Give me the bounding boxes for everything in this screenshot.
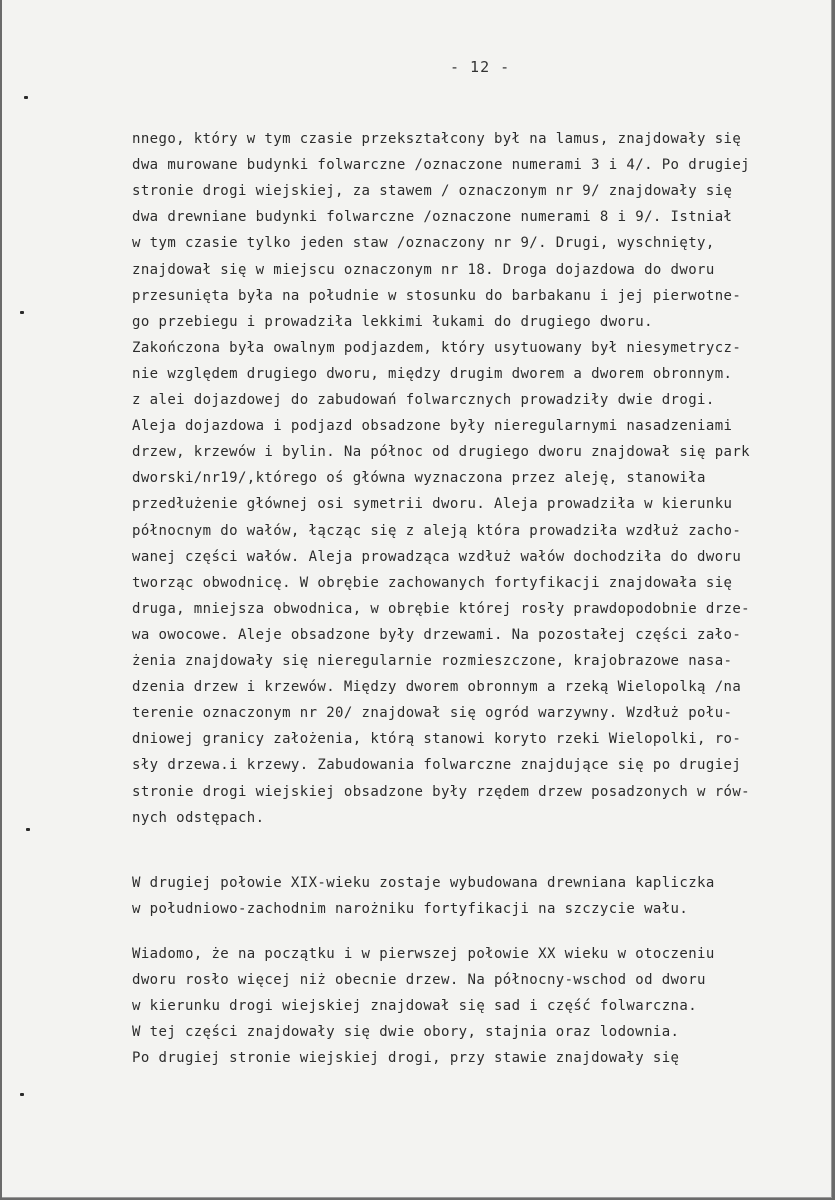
text-line: drzew, krzewów i bylin. Na północ od drugiego dworu znajdował się park [132, 444, 751, 461]
text-line: północnym do wałów, łącząc się z aleją która prowadziła wzdłuż zacho- [132, 522, 742, 539]
text-line: Zakończona była owalnym podjazdem, który usytuowany był niesymetrycz- [132, 339, 742, 356]
text-line: go przebiegu i prowadziła lekkimi łukami do drugiego dworu. [132, 313, 653, 330]
text-line: w południowo-zachodnim narożniku fortyfikacji na szczycie wału. [132, 901, 689, 918]
text-line: Po drugiej stronie wiejskiej drogi, przy stawie znajdowały się [132, 1050, 680, 1067]
text-line: w kierunku drogi wiejskiej znajdował się sad i część folwarczna. [132, 998, 698, 1015]
text-line: dniowej granicy założenia, którą stanowi koryto rzeki Wielopolki, ro- [132, 731, 742, 748]
text-line: dwa drewniane budynki folwarczne /oznaczone numerami 8 i 9/. Istniał [132, 209, 733, 226]
text-line: stronie drogi wiejskiej obsadzone były rzędem drzew posadzonych w rów- [132, 783, 751, 800]
text-line: W drugiej połowie XIX-wieku zostaje wybudowana drewniana kapliczka [132, 875, 715, 891]
text-line: przesunięta była na południe w stosunku do barbakanu i jej pierwotne- [132, 287, 742, 304]
text-line: stronie drogi wiejskiej, za stawem / oznaczonym nr 9/ znajdowały się [132, 183, 733, 200]
scan-mark [26, 828, 30, 831]
text-line: terenie oznaczonym nr 20/ znajdował się ogród warzywny. Wzdłuż połu- [132, 705, 733, 722]
text-line: z alei dojazdowej do zabudowań folwarcznych prowadziły dwie drogi. [132, 392, 715, 408]
text-line: nie względem drugiego dworu, między drugim dworem a dworem obronnym. [132, 365, 733, 382]
text-line: dworu rosło więcej niż obecnie drzew. Na północny-wschod od dworu [132, 972, 706, 989]
scan-mark [20, 1093, 24, 1096]
text-line: dwa murowane budynki folwarczne /oznaczone numerami 3 i 4/. Po drugiej [132, 157, 751, 174]
text-line: znajdował się w miejscu oznaczonym nr 18. Droga dojazdowa do dworu [132, 261, 715, 278]
text-line: Wiadomo, że na początku i w pierwszej połowie XX wieku w otoczeniu [132, 946, 715, 962]
text-line: przedłużenie głównej osi symetrii dworu. Aleja prowadziła w kierunku [132, 496, 733, 513]
scan-mark [24, 96, 28, 99]
text-line: tworząc obwodnicę. W obrębie zachowanych fortyfikacji znajdowała się [132, 574, 733, 591]
scan-mark [20, 311, 24, 314]
text-line: W tej części znajdowały się dwie obory, stajnia oraz lodownia. [132, 1024, 680, 1041]
text-line: Aleja dojazdowa i podjazd obsadzone były nieregularnymi nasadzeniami [132, 418, 733, 435]
text-line: wanej części wałów. Aleja prowadząca wzdłuż wałów dochodziła do dworu [132, 548, 742, 565]
text-line: w tym czasie tylko jeden staw /oznaczony nr 9/. Drugi, wyschnięty, [132, 235, 715, 252]
page-number: - 12 - [450, 58, 511, 76]
text-line: wa owocowe. Aleje obsadzone były drzewami. Na pozostałej części zało- [132, 626, 742, 643]
text-line: żenia znajdowały się nieregularnie rozmieszczone, krajobrazowe nasa- [132, 653, 733, 669]
text-line: nych odstępach. [132, 809, 265, 826]
text-line: nnego, który w tym czasie przekształcony był na lamus, znajdowały się [132, 131, 742, 147]
document-page [2, 0, 832, 1198]
text-line: druga, mniejsza obwodnica, w obrębie której rosły prawdopodobnie drze- [132, 600, 751, 617]
text-line: dzenia drzew i krzewów. Między dworem obronnym a rzeką Wielopolką /na [132, 679, 742, 696]
text-line: sły drzewa.i krzewy. Zabudowania folwarczne znajdujące się po drugiej [132, 757, 742, 774]
text-line: dworski/nr19/,którego oś główna wyznaczona przez aleję, stanowiła [132, 470, 706, 487]
